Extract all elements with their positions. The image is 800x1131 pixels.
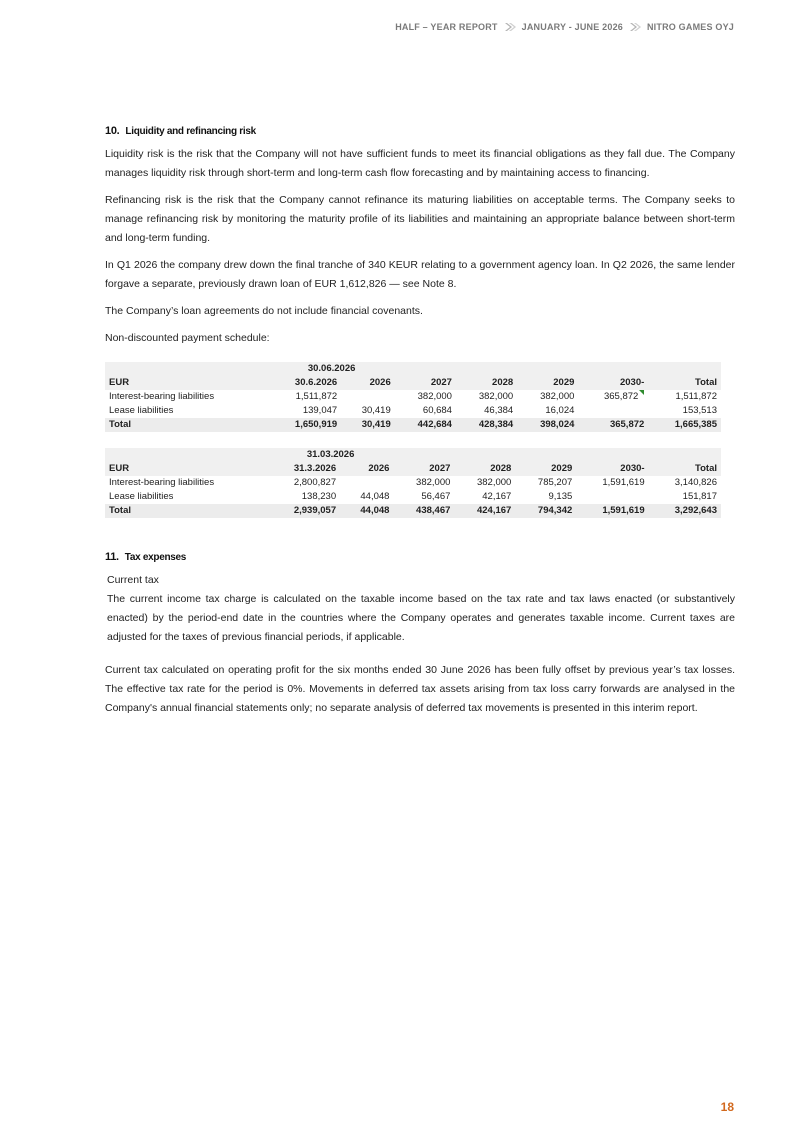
table-cell: 382,000 — [517, 390, 578, 404]
table-cell: Lease liabilities — [105, 404, 269, 418]
table-header-cell: 2026 — [340, 462, 393, 476]
table-header-cell: EUR — [105, 462, 268, 476]
paragraph-covenants: The Company’s loan agreements do not include financial covenants. — [105, 305, 423, 317]
table-group-header-row — [105, 362, 721, 376]
table-cell: 56,467 — [393, 490, 454, 504]
table-cell-value: 365,872 — [603, 391, 639, 402]
paragraph-refinancing-risk: Refinancing risk is the risk that the Company cannot refinance its maturing liabilities on acceptable terms. The Company seeks to manage refinancing risk by monitoring the maturity profile of its liabilities and maintaining an appropriate balance between short-term and long-term funding. — [105, 194, 735, 244]
table-cell: 428,384 — [456, 418, 517, 432]
table-cell: 382,000 — [454, 476, 515, 490]
paragraph-current-tax-period: Current tax calculated on operating profit for the six months ended 30 June 2026 has been fully offset by previous year’s tax losses. The effective tax rate for the period is 0%. Movements in deferred tax assets arising from tax loss carry forwards are analysed in the Company's annual financial statements only; no separate analysis of deferred tax movements is presented in this interim report. — [105, 664, 735, 714]
table-header-cell: 2029 — [515, 462, 576, 476]
table-row — [105, 476, 721, 490]
table-cell: 153,513 — [648, 404, 721, 418]
table-cell: 785,207 — [515, 476, 576, 490]
paragraph-loan-drawdown: In Q1 2026 the company drew down the final tranche of 340 KEUR relating to a government agency loan. In Q2 2026, the same lender forgave a separate, previously drawn loan of EUR 1,612,826 — see Note 8. — [105, 259, 735, 290]
table-cell: 1,665,385 — [648, 418, 721, 432]
table-cell: 1,511,872 — [648, 390, 721, 404]
table-cell: 442,684 — [395, 418, 456, 432]
table-header-cell: 31.3.2026 — [268, 462, 340, 476]
payment-schedule-table-march — [105, 448, 721, 518]
comment-marker-icon — [639, 390, 644, 395]
chevron-separator-icon — [629, 22, 641, 32]
table-header-cell: 2028 — [454, 462, 515, 476]
current-tax-block — [105, 571, 735, 647]
section-title: Liquidity and refinancing risk — [125, 126, 256, 137]
table-cell: 2,800,827 — [268, 476, 340, 490]
table-row — [105, 404, 721, 418]
table-cell: 42,167 — [454, 490, 515, 504]
table-header-cell: 2029 — [517, 376, 578, 390]
section-title: Tax expenses — [124, 552, 187, 563]
page-number: 18 — [720, 1100, 734, 1114]
table-cell: 139,047 — [269, 404, 342, 418]
header-period: JANUARY - JUNE 2026 — [521, 22, 623, 32]
table-cell — [576, 490, 648, 504]
payment-schedule-table-june — [105, 362, 721, 432]
table-header-cell: 2027 — [395, 376, 456, 390]
table-total-row — [105, 418, 721, 432]
table-header-row — [105, 462, 721, 476]
table-group-header: 31.03.2026 — [268, 448, 394, 462]
table-header-cell: 2027 — [393, 462, 454, 476]
table-header-cell: 2030- — [578, 376, 648, 390]
table-header-cell: EUR — [105, 376, 269, 390]
section-heading-tax — [105, 548, 735, 567]
table-total-row — [105, 504, 721, 518]
paragraph-current-tax-policy: The current income tax charge is calculated on the taxable income based on the tax rate and tax laws enacted (or substantively enacted) by the period-end date in the countries where the Company operates and generates taxable income. Current taxes are adjusted for the taxes of previous financial periods, if applicable. — [107, 593, 735, 643]
table-cell: Interest-bearing liabilities — [105, 390, 269, 404]
table-cell: 1,591,619 — [576, 504, 648, 518]
table-cell: 382,000 — [395, 390, 456, 404]
table-cell: 44,048 — [340, 504, 393, 518]
table-cell-with-comment — [578, 390, 648, 404]
table-header-cell: 2028 — [456, 376, 517, 390]
paragraph-schedule-intro: Non-discounted payment schedule: — [105, 332, 270, 344]
section-number: 10. — [105, 125, 120, 137]
table-cell: Lease liabilities — [105, 490, 268, 504]
paragraph-liquidity-risk: Liquidity risk is the risk that the Company will not have sufficient funds to meet its financial obligations as they fall due. The Company manages liquidity risk through short-term and long-term cash flow forecasting and by maintaining access to financing. — [105, 148, 735, 179]
table-cell: Interest-bearing liabilities — [105, 476, 268, 490]
table-group-header: 30.06.2026 — [269, 362, 395, 376]
table-cell: 3,140,826 — [649, 476, 721, 490]
chevron-separator-icon — [504, 22, 516, 32]
table-header-cell: Total — [649, 462, 721, 476]
table-header-row — [105, 376, 721, 390]
table-cell: 1,591,619 — [576, 476, 648, 490]
table-cell: 138,230 — [268, 490, 340, 504]
table-cell: Total — [105, 504, 268, 518]
table-cell: 382,000 — [456, 390, 517, 404]
document-body — [105, 122, 735, 726]
table-cell: 438,467 — [393, 504, 454, 518]
table-cell: 2,939,057 — [268, 504, 340, 518]
table-header-cell: 2030- — [576, 462, 648, 476]
table-cell: 794,342 — [515, 504, 576, 518]
table-cell: Total — [105, 418, 269, 432]
table-header-cell: 30.6.2026 — [269, 376, 342, 390]
table-cell: 30,419 — [341, 418, 395, 432]
table-cell: 398,024 — [517, 418, 578, 432]
table-cell: 44,048 — [340, 490, 393, 504]
table-header-cell: Total — [648, 376, 721, 390]
section-number: 11. — [105, 551, 119, 563]
page-header — [395, 22, 734, 32]
table-cell: 3,292,643 — [649, 504, 721, 518]
table-cell: 60,684 — [395, 404, 456, 418]
section-heading-liquidity — [105, 122, 735, 141]
header-report-title: HALF – YEAR REPORT — [395, 22, 498, 32]
table-header-cell: 2026 — [341, 376, 395, 390]
table-cell: 46,384 — [456, 404, 517, 418]
table-cell: 151,817 — [649, 490, 721, 504]
subsection-label: Current tax — [107, 574, 159, 586]
table-row — [105, 390, 721, 404]
table-cell: 1,650,919 — [269, 418, 342, 432]
table-row — [105, 490, 721, 504]
table-group-header-row — [105, 448, 721, 462]
table-cell — [341, 390, 395, 404]
table-cell: 16,024 — [517, 404, 578, 418]
table-cell: 382,000 — [393, 476, 454, 490]
table-cell — [578, 404, 648, 418]
table-cell: 9,135 — [515, 490, 576, 504]
table-cell: 30,419 — [341, 404, 395, 418]
table-cell — [340, 476, 393, 490]
table-cell: 424,167 — [454, 504, 515, 518]
table-cell: 365,872 — [578, 418, 648, 432]
header-company: NITRO GAMES OYJ — [646, 22, 734, 32]
table-cell: 1,511,872 — [269, 390, 342, 404]
